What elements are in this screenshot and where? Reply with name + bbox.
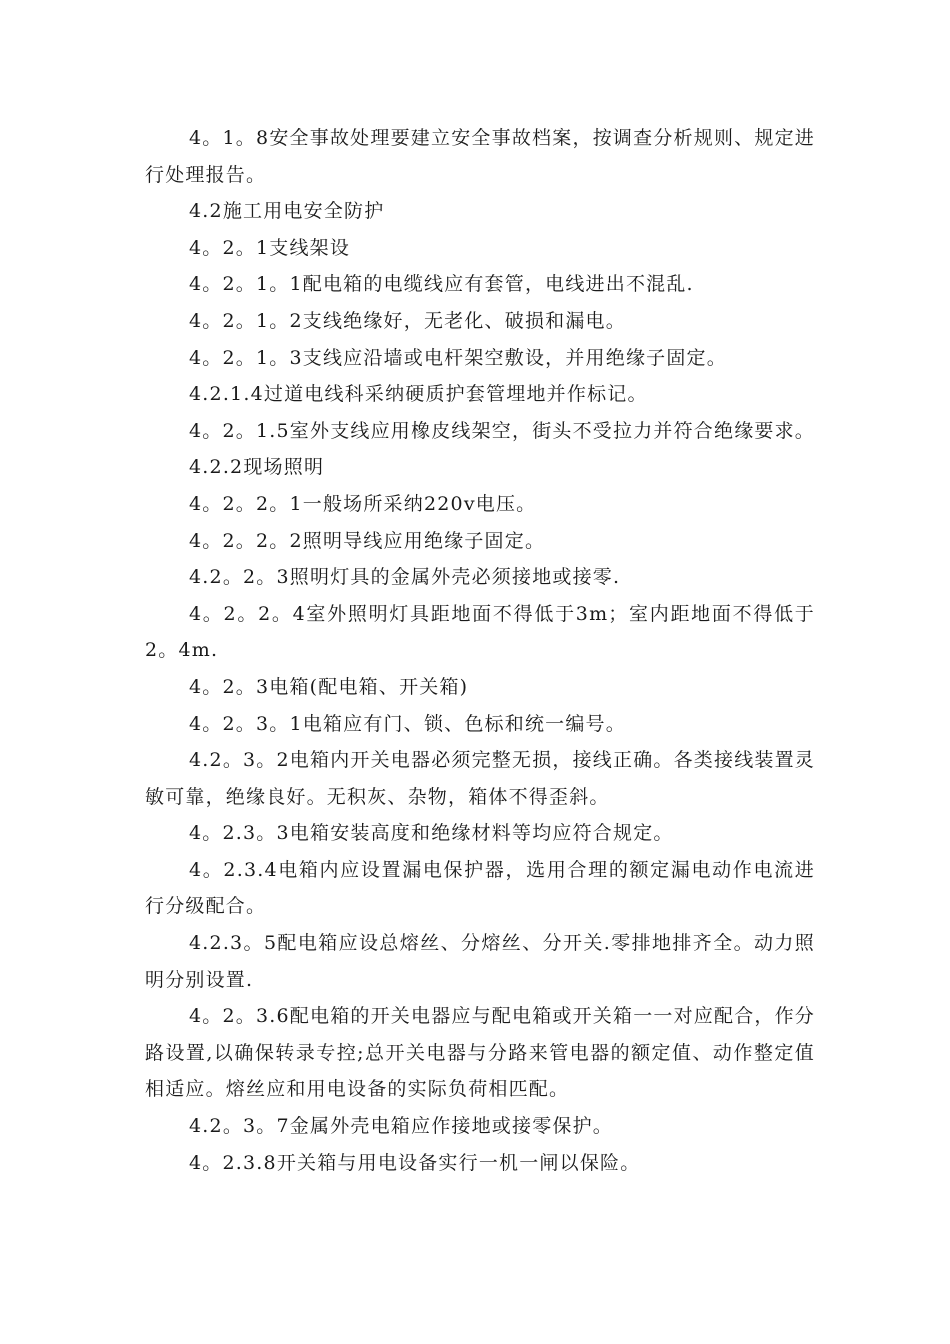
paragraph-4-2-1-5: 4。2。1.5室外支线应用橡皮线架空，街头不受拉力并符合绝缘要求。 [189,419,815,442]
paragraph-4-2-1-2: 4。2。1。2支线绝缘好，无老化、破损和漏电。 [189,309,626,332]
heading-4-2-1: 4。2。1支线架设 [189,236,351,259]
paragraph-4-2-3-4: 4。2.3.4电箱内应设置漏电保护器，选用合理的额定漏电动作电流进行分级配合。 [145,858,815,918]
paragraph-4-2-3-3: 4。2.3。3电箱安装高度和绝缘材料等均应符合规定。 [189,822,674,845]
paragraph-4-2-2-1: 4。2。2。1一般场所采纳220v电压。 [189,492,537,515]
paragraph-4-2-2-4: 4。2。2。4室外照明灯具距地面不得低于3m；室内距地面不得低于2。4m. [145,602,815,662]
paragraph-4-2-1-3: 4。2。1。3支线应沿墙或电杆架空敷设，并用绝缘子固定。 [189,346,727,369]
paragraph-4-2-2-2: 4。2。2。2照明导线应用绝缘子固定。 [189,529,546,552]
paragraph-4-2-3-8: 4。2.3.8开关箱与用电设备实行一机一闸以保险。 [189,1151,641,1174]
paragraph-4-2-3-1: 4。2。3。1电箱应有门、锁、色标和统一编号。 [189,712,626,735]
paragraph-4-2-1-4: 4.2.1.4过道电线科采纳硬质护套管埋地并作标记。 [189,383,648,406]
paragraph-4-2-3-7: 4.2。3。7金属外壳电箱应作接地或接零保护。 [189,1115,613,1138]
paragraph-4-2-3-5: 4.2.3。5配电箱应设总熔丝、分熔丝、分开关.零排地排齐全。动力照明分别设置. [145,932,815,991]
document-body [145,120,815,1181]
paragraph-4-2-1-1: 4。2。1。1配电箱的电缆线应有套管，电线进出不混乱. [189,273,694,296]
heading-4-2-2: 4.2.2现场照明 [189,456,325,479]
paragraph-4-1-8: 4。1。8安全事故处理要建立安全事故档案，按调查分析规则、规定进行处理报告。 [145,127,815,186]
heading-4-2-3: 4。2。3电箱(配电箱、开关箱) [189,675,469,698]
paragraph-4-2-3-2: 4.2。3。2电箱内开关电器必须完整无损，接线正确。各类接线装置灵敏可靠，绝缘良好。无积灰、杂物，箱体不得歪斜。 [145,749,815,808]
heading-4-2: 4.2施工用电安全防护 [189,200,385,223]
paragraph-4-2-2-3: 4.2。2。3照明灯具的金属外壳必须接地或接零. [189,566,621,589]
paragraph-4-2-3-6: 4。2。3.6配电箱的开关电器应与配电箱或开关箱一一对应配合，作分路设置,以确保转录专控;总开关电器与分路来管电器的额定值、动作整定值相适应。熔丝应和用电设备的实际负荷相匹配。 [145,1005,815,1101]
